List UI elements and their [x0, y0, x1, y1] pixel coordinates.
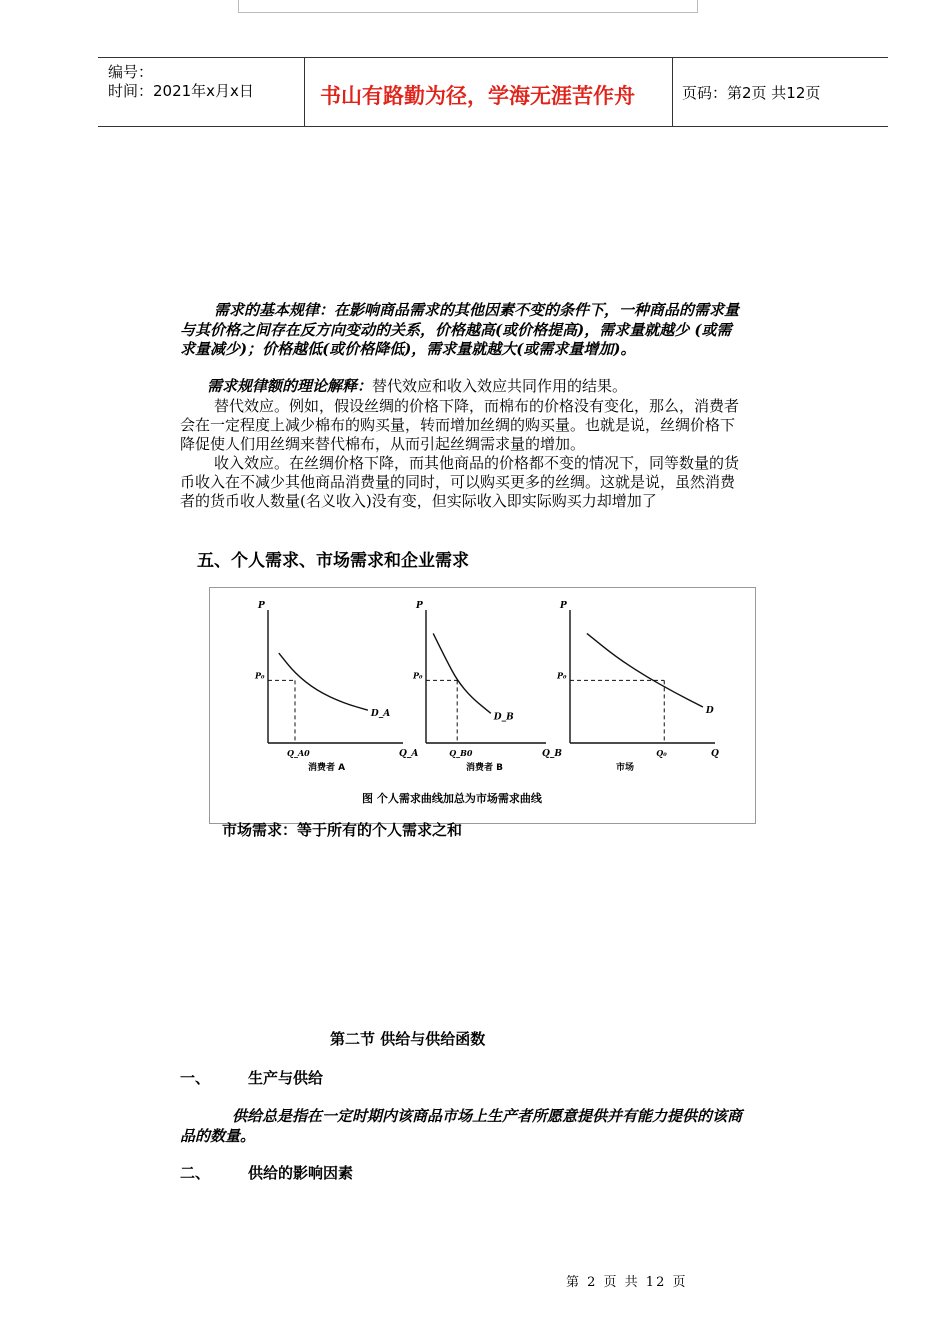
sub1-title: 生产与供给 — [248, 1069, 324, 1087]
panel-name: 消费者 B — [466, 763, 503, 773]
quantity-axis-label: Q — [711, 749, 719, 759]
p0-label: P₀ — [413, 670, 423, 681]
law-line: 与其价格之间存在反方向变动的关系，价格越高(或价格提高)，需求量就越少 (或需 — [180, 321, 732, 339]
substitution-line: 替代效应。例如，假设丝绸的价格下降，而棉布的价格没有变化，那么，消费者 — [214, 397, 740, 415]
sub2-title: 供给的影响因素 — [248, 1164, 354, 1182]
demand-curve — [433, 633, 491, 713]
header-number-label: 编号： — [108, 63, 154, 81]
header-divider — [304, 58, 305, 126]
panel-name: 市场 — [616, 763, 635, 773]
income-line: 收入效应。在丝绸价格下降，而其他商品的价格都不变的情况下，同等数量的货 — [214, 454, 740, 472]
supply-line: 品的数量。 — [180, 1127, 256, 1145]
panel-name: 消费者 A — [308, 763, 346, 773]
law-line: 求量减少)；价格越低(或价格降低)，需求量就越大(或需求量增加)。 — [180, 340, 636, 358]
section5-heading: 五、个人需求、市场需求和企业需求 — [197, 551, 469, 571]
q0-label: Q_A0 — [287, 748, 310, 758]
theory-text: 替代效应和收入效应共同作用的结果。 — [372, 377, 628, 395]
header-divider — [672, 58, 673, 126]
price-axis-label: P — [560, 601, 567, 611]
market-demand-text: 市场需求：等于所有的个人需求之和 — [222, 821, 463, 839]
p0-label: P₀ — [557, 670, 567, 681]
theory-title: 需求规律额的理论解释： — [207, 377, 373, 395]
demand-curve-label: D_A — [370, 709, 391, 720]
q0-label: Q₀ — [656, 748, 667, 758]
chart-title: 图 个人需求曲线加总为市场需求曲线 — [362, 792, 542, 805]
demand-curve — [279, 653, 368, 710]
substitution-line: 会在一定程度上减少棉布的购买量，转而增加丝绸的购买量。也就是说，丝绸价格下 — [180, 416, 736, 434]
p0-label: P₀ — [255, 670, 265, 681]
price-axis-label: P — [416, 601, 423, 611]
q0-label: Q_B0 — [449, 748, 473, 758]
price-axis-label: P — [258, 601, 265, 611]
page-header — [98, 57, 888, 127]
supply-line: 供给总是指在一定时期内该商品市场上生产者所愿意提供并有能力提供的该商 — [232, 1107, 743, 1125]
demand-curve — [587, 633, 703, 707]
header-time: 时间：2021年x月x日 — [108, 82, 254, 100]
sub1-number: 一、 — [180, 1069, 211, 1087]
theory-line — [207, 377, 627, 396]
quantity-axis-label: Q_B — [542, 749, 562, 759]
chapter-heading: 第二节 供给与供给函数 — [330, 1030, 486, 1048]
page-footer: 第 2 页 共 12 页 — [566, 1275, 688, 1290]
income-line: 币收入在不减少其他商品消费量的同时，可以购买更多的丝绸。这就是说，虽然消费 — [180, 473, 736, 491]
demand-chart — [210, 588, 755, 823]
header-motto: 书山有路勤为径，学海无涯苦作舟 — [320, 84, 635, 108]
top-frame — [238, 0, 698, 13]
law-line: 需求的基本规律：在影响商品需求的其他因素不变的条件下，一种商品的需求量 — [214, 301, 740, 319]
header-page-info: 页码：第2页 共12页 — [682, 84, 821, 102]
substitution-line: 降促使人们用丝绸来替代棉布，从而引起丝绸需求量的增加。 — [180, 435, 586, 453]
demand-curve-label: D — [705, 706, 714, 717]
demand-figure — [209, 587, 756, 824]
sub2-number: 二、 — [180, 1164, 211, 1182]
income-line: 者的货币收人数量(名义收入)没有变，但实际收入即实际购买力却增加了 — [180, 492, 657, 510]
demand-curve-label: D_B — [493, 712, 514, 723]
quantity-axis-label: Q_A — [399, 749, 419, 759]
